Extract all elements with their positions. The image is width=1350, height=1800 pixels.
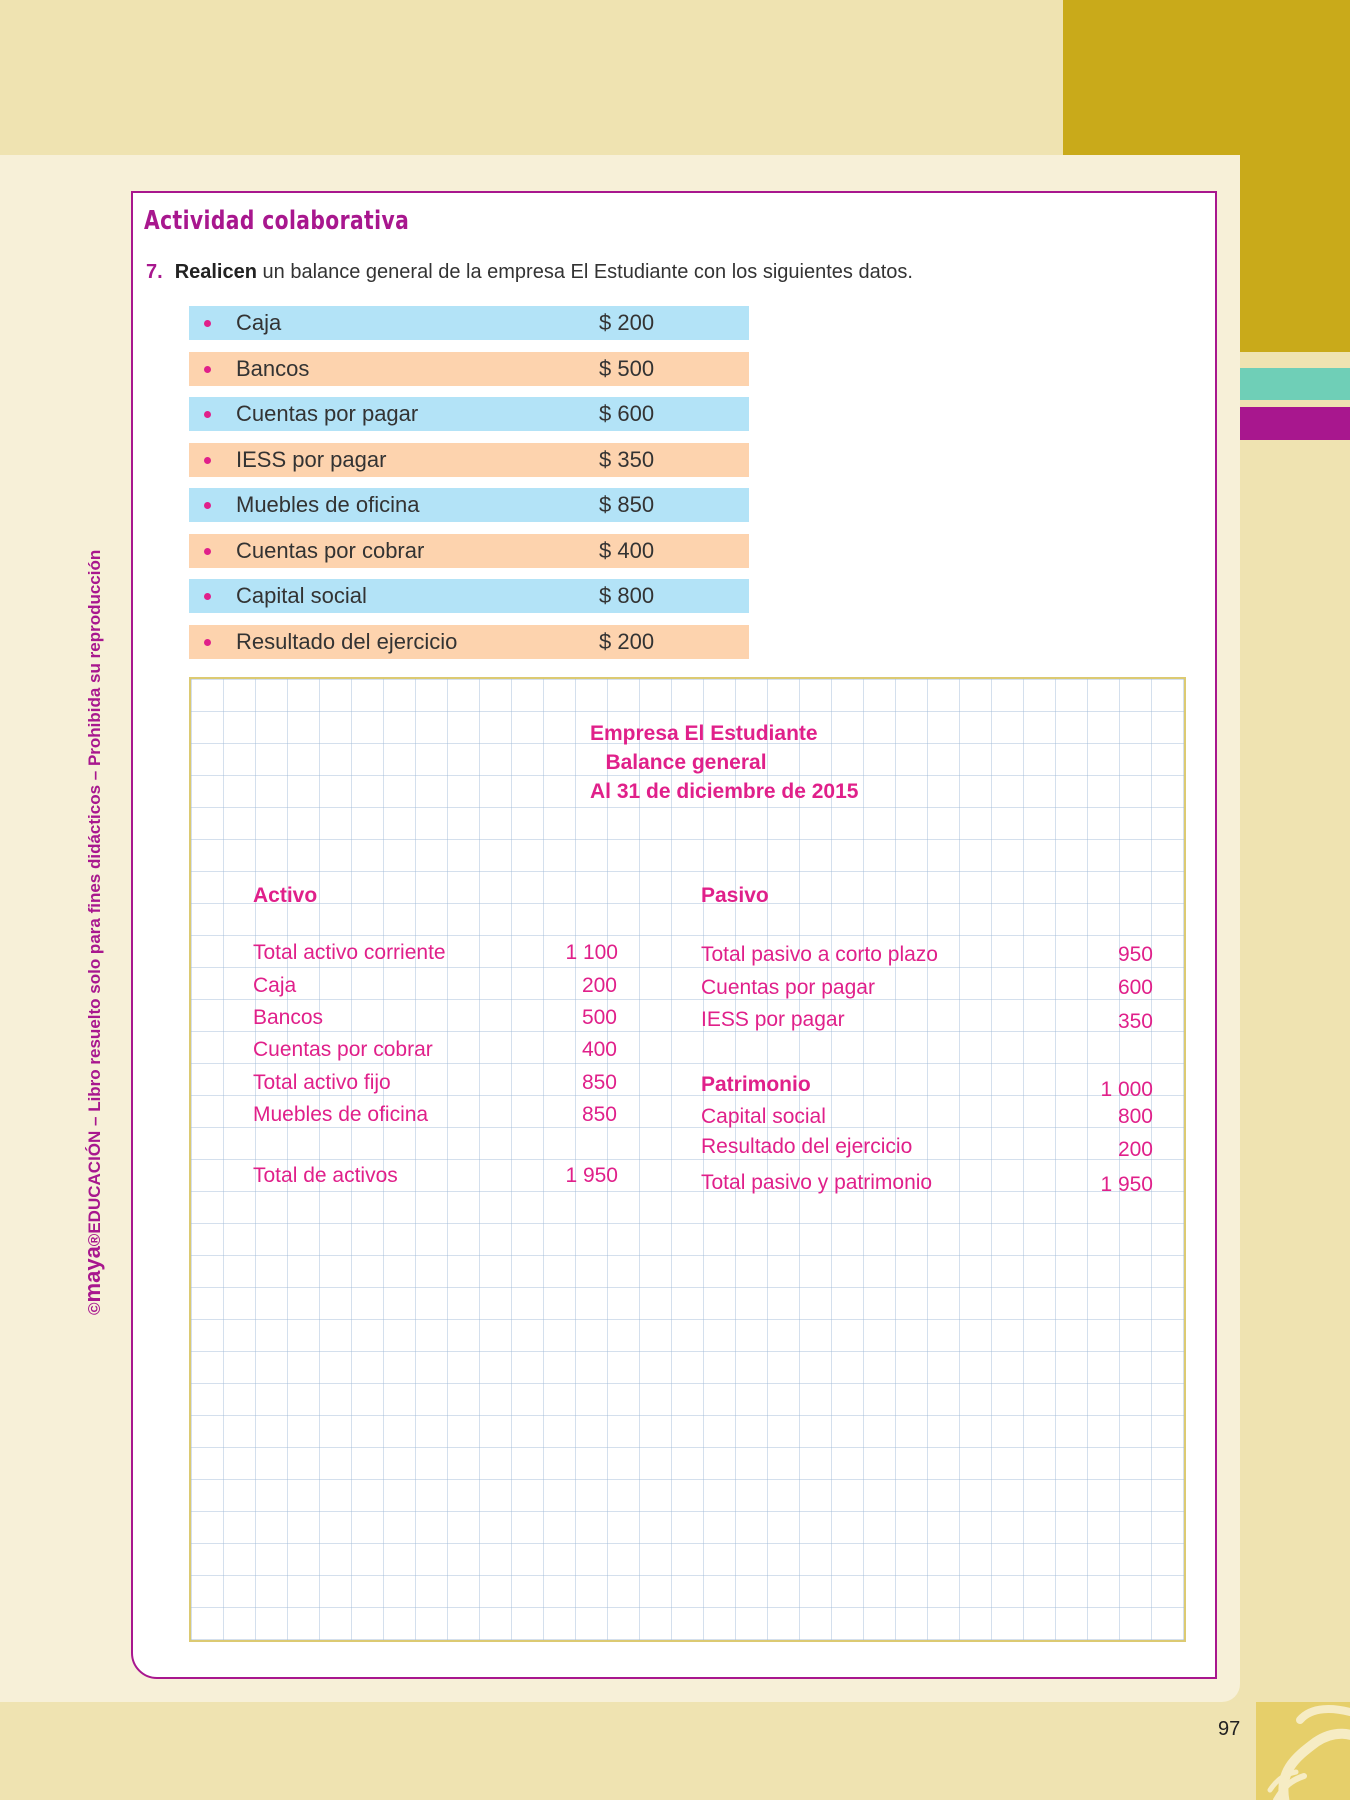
list-item (189, 625, 749, 659)
item-label: Resultado del ejercicio (236, 628, 458, 654)
lightbulb-icon (1256, 1702, 1350, 1800)
balance-date: Al 31 de diciembre de 2015 (590, 780, 859, 803)
patrimonio-row-value: 800 (1117, 1105, 1153, 1128)
balance-company: Empresa El Estudiante (590, 722, 818, 745)
pasivo-row-value: 950 (1117, 943, 1153, 966)
item-amount: $ 200 (599, 628, 655, 654)
question-text: un balance general de la empresa El Estudiante con los siguientes datos. (262, 261, 913, 283)
item-amount: $ 200 (599, 310, 655, 335)
pasivo-row-value: 350 (1117, 1010, 1153, 1033)
item-label: IESS por pagar (236, 446, 387, 472)
activo-heading: Activo (253, 884, 318, 907)
activo-row-label: Cuentas por cobrar (253, 1038, 433, 1061)
question-prompt (146, 261, 913, 284)
activo-row-value: 200 (581, 974, 617, 997)
right-margin-strip (1240, 352, 1350, 1702)
activo-row-value: 850 (581, 1071, 617, 1094)
bullet-icon (204, 457, 211, 464)
item-label: Cuentas por cobrar (236, 537, 425, 563)
bullet-icon (204, 593, 211, 600)
patrimonio-row-label: Resultado del ejercicio (701, 1135, 913, 1158)
list-item (189, 488, 749, 522)
patrimonio-total-value: 1 000 (1100, 1078, 1153, 1101)
question-verb: Realicen (174, 261, 257, 283)
activo-row-value: 400 (581, 1038, 617, 1061)
pasivo-row-label: IESS por pagar (701, 1008, 845, 1031)
top-band (0, 0, 1065, 155)
bullet-icon (204, 502, 211, 509)
item-amount: $ 850 (599, 492, 655, 517)
patrimonio-heading: Patrimonio (701, 1073, 811, 1096)
bullet-icon (204, 366, 211, 373)
registered-mark: ® (85, 1233, 104, 1247)
bullet-icon (204, 411, 211, 418)
list-item (189, 534, 749, 568)
pasivo-row-label: Cuentas por pagar (701, 976, 875, 999)
activo-row-value: 850 (581, 1103, 617, 1126)
pasivo-patrimonio-total-label: Total pasivo y patrimonio (701, 1171, 933, 1194)
pasivo-row-label: Total pasivo a corto plazo (701, 943, 938, 966)
item-label: Bancos (236, 355, 310, 381)
activo-row-label: Caja (253, 974, 297, 997)
activo-row-value: 500 (581, 1006, 617, 1029)
pasivo-patrimonio-total-value: 1 950 (1100, 1173, 1153, 1196)
magenta-tab-marker (1240, 407, 1350, 440)
item-label: Cuentas por pagar (236, 401, 419, 426)
activity-title: Actividad colaborativa (144, 206, 410, 236)
notice-text: EDUCACIÓN – Libro resuelto solo para fines didácticos – Prohibida su reproducción (85, 549, 104, 1234)
item-amount: $ 400 (599, 537, 655, 563)
item-amount: $ 350 (599, 446, 655, 472)
brand-logo: maya (80, 1246, 105, 1303)
item-amount: $ 800 (599, 583, 655, 608)
question-number: 7. (146, 261, 163, 283)
copyright-notice (80, 550, 106, 1315)
bottom-band (0, 1702, 1350, 1800)
pasivo-heading: Pasivo (701, 884, 769, 907)
patrimonio-row-label: Capital social (701, 1105, 826, 1128)
list-item (189, 579, 749, 613)
copyright-symbol: © (85, 1302, 104, 1315)
account-data-list (189, 306, 749, 670)
bullet-icon (204, 548, 211, 555)
bullet-icon (204, 639, 211, 646)
patrimonio-row-value: 200 (1117, 1138, 1153, 1161)
activo-row-label: Total activo fijo (253, 1071, 391, 1094)
bullet-icon (204, 320, 211, 327)
item-label: Capital social (236, 583, 367, 608)
activo-row-label: Muebles de oficina (253, 1103, 429, 1126)
list-item (189, 443, 749, 477)
activo-row-value: 1 100 (565, 941, 618, 964)
item-label: Caja (236, 310, 282, 335)
item-amount: $ 600 (599, 401, 655, 426)
item-amount: $ 500 (599, 355, 655, 381)
item-label: Muebles de oficina (236, 492, 420, 517)
list-item (189, 352, 749, 386)
activo-row-label: Total activo corriente (253, 941, 446, 964)
teal-tab-marker (1240, 368, 1350, 400)
pasivo-row-value: 600 (1117, 976, 1153, 999)
activo-total-value: 1 950 (565, 1164, 618, 1187)
balance-title: Balance general (605, 751, 767, 774)
page-number: 97 (1218, 1718, 1241, 1740)
activo-total-label: Total de activos (253, 1164, 398, 1187)
activo-row-label: Bancos (253, 1006, 324, 1029)
list-item (189, 397, 749, 431)
list-item (189, 306, 749, 340)
